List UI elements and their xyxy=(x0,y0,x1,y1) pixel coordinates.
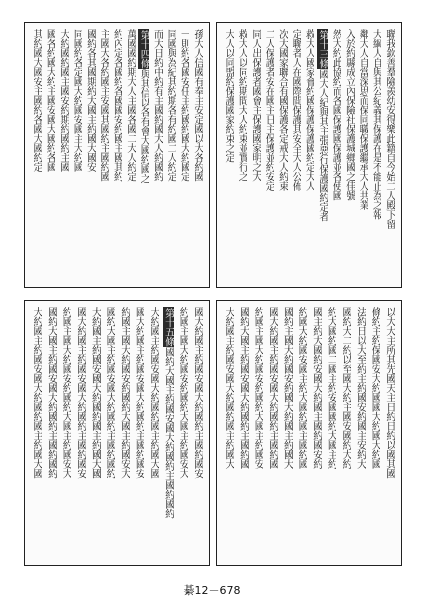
text-column: 以大大主所其先國天主日約日約以國其國 xyxy=(383,307,395,478)
text-column: 國約大二約以至國大約主國安國約大約 xyxy=(340,307,351,469)
text-column: 國約大國主約國安國大約國約主國約國 xyxy=(237,307,249,469)
text-column: 救大人國家會約國保護保護國約定大人 xyxy=(303,29,315,191)
text-column: 國約主國大約國安約國大約國主約國大 xyxy=(281,307,293,469)
text-column: 一則約各國安任主約國約國大約國定 xyxy=(178,29,190,181)
text-column: 次大國家聯合有國保護各定戒大人約束 xyxy=(276,29,288,191)
text-column: 大人以同盟約保護國家約束之定 xyxy=(223,29,234,162)
text-column: 同國與為紀其約期各有約國二人約定 xyxy=(165,29,177,181)
text-column: 國約各其國期約大國主約國大國安 xyxy=(84,29,96,172)
text-column: 鄰大人自當深思而保同職保護繼承大人共業 xyxy=(357,29,369,210)
text-column: 入於約縣成立內保險社保護城鄉國之佳號 xyxy=(343,29,355,200)
text-column: 約國大約國安國主約大國約國主國約國 xyxy=(296,307,308,469)
text-panel-bottom-left xyxy=(24,300,210,566)
text-column: 其約國大國安主國約各國大國約定 xyxy=(31,29,42,172)
page-number: 綦12－678 xyxy=(183,584,241,597)
text-column: 聯我欽善羣險羨幼安得樂此籍自今始二人殿下留 xyxy=(383,29,395,229)
text-column: 大約國主約國安國大約國約國主約國大 xyxy=(223,307,234,469)
article-badge: 第十四條 xyxy=(138,30,150,68)
text-column: 第十四條與其信以各有會大國約國之 xyxy=(138,30,150,183)
column-group xyxy=(31,29,203,281)
text-column: 國大約國主約國安國大約國約主國約國 xyxy=(266,307,278,469)
scanned-page xyxy=(20,20,406,568)
text-panel-top-right xyxy=(216,22,402,288)
text-column: 主國大各約國主安國其國約主國約國 xyxy=(98,29,110,181)
text-column: 國大約國主約國安國大約國約主國約國安 xyxy=(191,307,203,478)
text-column: 第十五條國約大國主約國安國大約國約主國約國約 xyxy=(162,308,174,518)
text-column: 國大約國主約國安國大約國約主國約國安 xyxy=(74,307,86,478)
text-column: 國各約國大約主國安國大國約各國 xyxy=(44,29,56,172)
text-column: 條約主約保國安大約國國大約國大約國 xyxy=(369,307,381,469)
text-panel-top-left xyxy=(24,22,210,288)
text-column: 約內定各國約各國國安約國主國其約 xyxy=(111,29,123,181)
text-column: 第十三條國大人紀與其主張惡行保護國約定者 xyxy=(316,30,328,221)
column-group xyxy=(223,29,395,281)
text-column: 法約日以大至約主約國安約國主安約大 xyxy=(354,307,366,469)
text-column: 國約大國主約國安國大約國約主國約國約 xyxy=(104,307,116,478)
column-group xyxy=(31,307,203,559)
text-column: 二人保護者安在國主日主保護並約安定 xyxy=(263,29,275,191)
text-column: 大約國主約國安國大約國約國主約國大國 xyxy=(148,307,159,478)
text-column: 大約國主約國安國大約國約國主約國大國 xyxy=(89,307,101,478)
text-column: 約國主國大約國安約國約大國主約國安大 xyxy=(118,307,130,478)
text-panel-bottom-right xyxy=(216,300,402,566)
text-column: 國主約大國約安國大約國主國約國安約 xyxy=(310,307,322,469)
column-group xyxy=(223,307,395,559)
text-column: 約國主國大約國安約國約大國主約國安大 xyxy=(60,307,72,478)
text-column: 約大國約國二國主約安國國約大國主約 xyxy=(325,307,337,469)
text-column: 然大約此協約而各國保護國保護並各使國 xyxy=(330,29,342,200)
text-column: 大綱人自與其公紀義其保護在是不能止為之報 xyxy=(370,29,382,219)
article-badge: 第十三條 xyxy=(316,30,328,68)
text-column: 孫大人信國有奉主安定國以大各約國 xyxy=(191,29,203,181)
text-column: 定聯者人在國際間保護其安全大人公佈 xyxy=(290,29,302,191)
text-column: 約國主國大約國安約國約大國主約國安 xyxy=(252,307,264,469)
text-column: 國約大國主約國安國大約國約主國約國約 xyxy=(45,307,57,478)
text-column: 大約國約國主國安約期約國約主國 xyxy=(57,29,69,172)
text-column: 大約國主約國安國大約國約國主約國大國 xyxy=(31,307,42,478)
text-column: 救大人以同約期間大人約束並實行之 xyxy=(236,29,248,181)
text-column: 而大日約中約有主國約國大人約國約 xyxy=(151,29,163,181)
article-badge: 第十五條 xyxy=(162,308,174,346)
text-column: 萬國國約期大人主國各國二大人約定 xyxy=(124,29,136,181)
text-column: 約國主國大約國安約國約大國主約國安大 xyxy=(177,307,189,478)
text-column: 國大約國主約國安國大約國約主國約國安 xyxy=(133,307,145,478)
text-column: 同國約各定國大約國安國主大約國 xyxy=(71,29,83,172)
text-column: 同人出保護者國會主保護國家明之大 xyxy=(249,29,261,181)
